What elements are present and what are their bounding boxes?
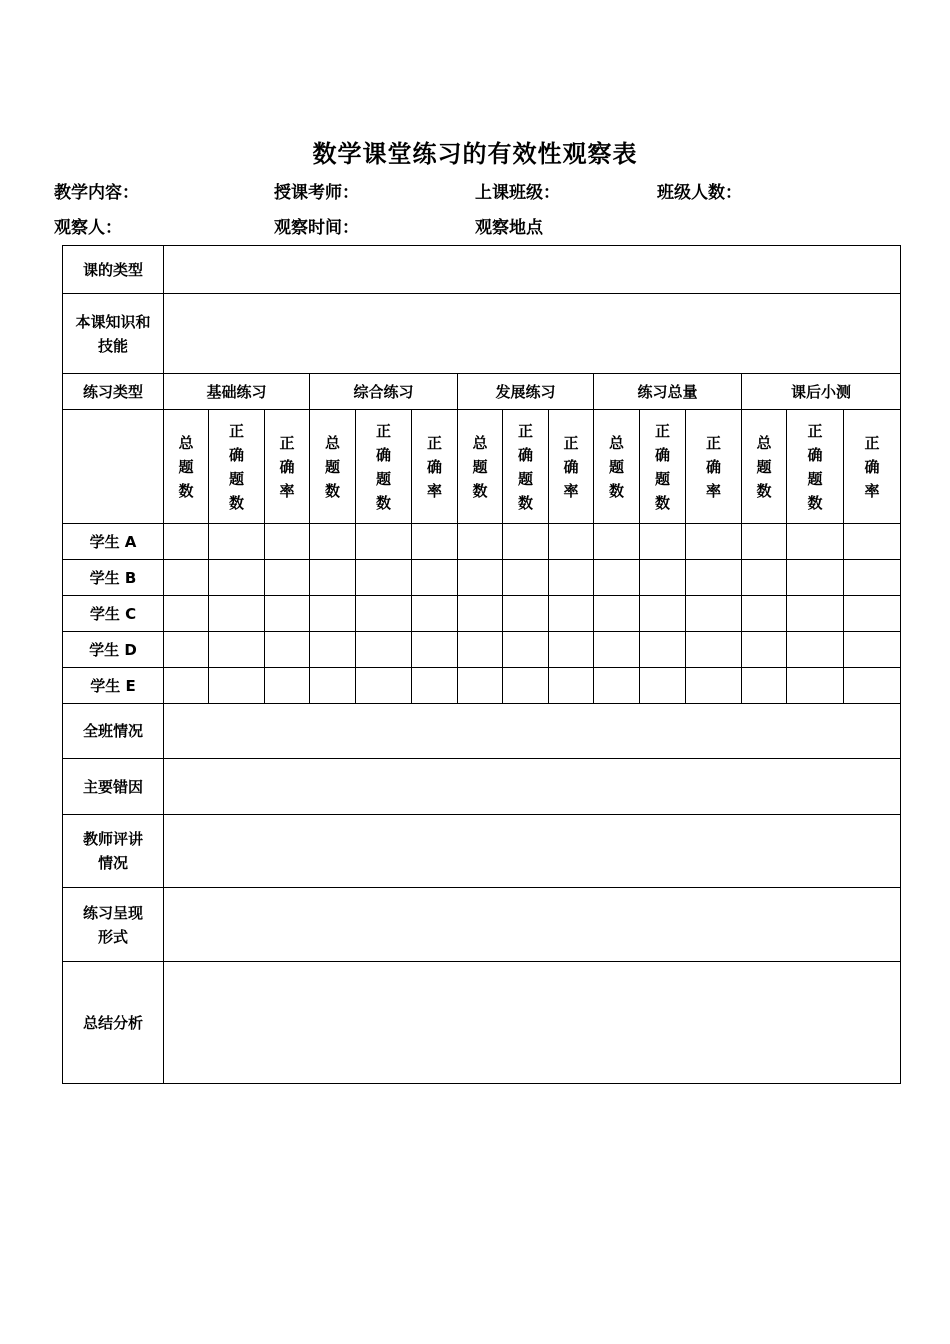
data-cell[interactable] <box>640 560 686 596</box>
data-cell[interactable] <box>686 560 742 596</box>
data-cell[interactable] <box>209 596 265 632</box>
subheader-correct-rate: 正 确 率 <box>412 410 458 524</box>
subheader-correct-questions: 正 确 题 数 <box>640 410 686 524</box>
data-cell[interactable] <box>310 524 356 560</box>
data-cell[interactable] <box>458 596 503 632</box>
presentation-form-line1: 练习呈现 <box>82 903 143 922</box>
knowledge-skills-line2: 技能 <box>97 336 128 355</box>
data-cell[interactable] <box>742 668 787 704</box>
data-cell[interactable] <box>164 560 209 596</box>
data-cell[interactable] <box>742 596 787 632</box>
presentation-form-cell[interactable] <box>164 888 901 962</box>
data-cell[interactable] <box>356 632 412 668</box>
presentation-form-label <box>63 888 164 962</box>
data-cell[interactable] <box>686 668 742 704</box>
data-cell[interactable] <box>412 596 458 632</box>
data-cell[interactable] <box>686 632 742 668</box>
data-cell[interactable] <box>742 524 787 560</box>
teacher-review-line2: 情况 <box>97 854 128 872</box>
summary-cell[interactable] <box>164 962 901 1084</box>
data-cell[interactable] <box>164 524 209 560</box>
data-cell[interactable] <box>164 632 209 668</box>
data-cell[interactable] <box>412 632 458 668</box>
observe-time-label: 观察时间： <box>274 218 359 238</box>
subheader-correct-rate: 正 确 率 <box>265 410 310 524</box>
subheader-correct-questions: 正 确 题 数 <box>503 410 549 524</box>
data-cell[interactable] <box>640 632 686 668</box>
group-total: 练习总量 <box>594 374 742 410</box>
data-cell[interactable] <box>209 668 265 704</box>
student-label: 学生 D <box>63 632 164 668</box>
group-development: 发展练习 <box>458 374 594 410</box>
data-cell[interactable] <box>265 668 310 704</box>
data-cell[interactable] <box>265 560 310 596</box>
data-cell[interactable] <box>209 524 265 560</box>
data-cell[interactable] <box>844 668 901 704</box>
table-row <box>63 668 901 704</box>
subheader-total-questions: 总 题 数 <box>742 410 787 524</box>
subheader-total-questions: 总 题 数 <box>458 410 503 524</box>
data-cell[interactable] <box>549 524 594 560</box>
whole-class-label: 全班情况 <box>63 704 164 759</box>
class-size-label: 班级人数： <box>657 183 742 203</box>
data-cell[interactable] <box>356 560 412 596</box>
observation-table <box>62 245 901 1084</box>
class-label: 上课班级： <box>475 183 560 203</box>
subheader-correct-rate: 正 确 率 <box>844 410 901 524</box>
data-cell[interactable] <box>549 632 594 668</box>
data-cell[interactable] <box>356 524 412 560</box>
data-cell[interactable] <box>412 524 458 560</box>
data-cell[interactable] <box>640 596 686 632</box>
subheader-total-questions: 总 题 数 <box>310 410 356 524</box>
teacher-review-line1: 教师评讲 <box>82 830 143 848</box>
data-cell[interactable] <box>356 596 412 632</box>
data-cell[interactable] <box>265 596 310 632</box>
data-cell[interactable] <box>787 668 844 704</box>
observe-location-label: 观察地点 <box>475 218 543 238</box>
data-cell[interactable] <box>686 524 742 560</box>
summary-label: 总结分析 <box>63 962 164 1084</box>
table-row <box>63 596 901 632</box>
subheader-total-questions: 总 题 数 <box>164 410 209 524</box>
subheader-correct-questions: 正 确 题 数 <box>787 410 844 524</box>
subheader-correct-rate: 正 确 率 <box>686 410 742 524</box>
student-label: 学生 E <box>63 668 164 704</box>
group-comprehensive: 综合练习 <box>310 374 458 410</box>
data-cell[interactable] <box>787 596 844 632</box>
data-cell[interactable] <box>844 524 901 560</box>
knowledge-skills-cell[interactable] <box>164 294 901 374</box>
data-cell[interactable] <box>356 668 412 704</box>
data-cell[interactable] <box>310 560 356 596</box>
data-cell[interactable] <box>549 560 594 596</box>
data-cell[interactable] <box>594 596 640 632</box>
data-cell[interactable] <box>640 668 686 704</box>
data-cell[interactable] <box>549 596 594 632</box>
data-cell[interactable] <box>549 668 594 704</box>
lesson-type-cell[interactable] <box>164 246 901 294</box>
data-cell[interactable] <box>844 596 901 632</box>
data-cell[interactable] <box>594 524 640 560</box>
data-cell[interactable] <box>640 524 686 560</box>
subheader-correct-questions: 正 确 题 数 <box>356 410 412 524</box>
data-cell[interactable] <box>458 560 503 596</box>
teacher-review-cell[interactable] <box>164 815 901 888</box>
data-cell[interactable] <box>458 632 503 668</box>
data-cell[interactable] <box>503 632 549 668</box>
table-row <box>63 632 901 668</box>
knowledge-skills-label <box>63 294 164 374</box>
teacher-label: 授课考师： <box>274 183 359 203</box>
data-cell[interactable] <box>787 632 844 668</box>
data-cell[interactable] <box>310 668 356 704</box>
data-cell[interactable] <box>594 560 640 596</box>
group-after-class-quiz: 课后小测 <box>742 374 901 410</box>
data-cell[interactable] <box>787 524 844 560</box>
data-cell[interactable] <box>844 632 901 668</box>
data-cell[interactable] <box>164 596 209 632</box>
subheader-correct-rate: 正 确 率 <box>549 410 594 524</box>
subheader-empty-cell <box>63 410 164 524</box>
teacher-review-label <box>63 815 164 888</box>
data-cell[interactable] <box>458 524 503 560</box>
data-cell[interactable] <box>458 668 503 704</box>
data-cell[interactable] <box>310 632 356 668</box>
main-errors-cell[interactable] <box>164 759 901 815</box>
data-cell[interactable] <box>412 560 458 596</box>
practice-type-label: 练习类型 <box>63 374 164 410</box>
data-cell[interactable] <box>209 632 265 668</box>
data-cell[interactable] <box>209 560 265 596</box>
data-cell[interactable] <box>594 668 640 704</box>
subheader-correct-questions: 正 确 题 数 <box>209 410 265 524</box>
data-cell[interactable] <box>594 632 640 668</box>
data-cell[interactable] <box>412 668 458 704</box>
student-label: 学生 A <box>63 524 164 560</box>
data-cell[interactable] <box>503 596 549 632</box>
data-cell[interactable] <box>742 560 787 596</box>
data-cell[interactable] <box>503 560 549 596</box>
subheader-total-questions: 总 题 数 <box>594 410 640 524</box>
data-cell[interactable] <box>686 596 742 632</box>
knowledge-skills-line1: 本课知识和 <box>75 312 151 331</box>
whole-class-cell[interactable] <box>164 704 901 759</box>
teaching-content-label: 教学内容： <box>54 183 139 203</box>
lesson-type-label: 课的类型 <box>63 246 164 294</box>
data-cell[interactable] <box>265 632 310 668</box>
table-row <box>63 524 901 560</box>
data-cell[interactable] <box>265 524 310 560</box>
data-cell[interactable] <box>787 560 844 596</box>
student-label: 学生 C <box>63 596 164 632</box>
page-title: 数学课堂练习的有效性观察表 <box>312 140 638 168</box>
data-cell[interactable] <box>164 668 209 704</box>
data-cell[interactable] <box>844 560 901 596</box>
main-errors-label: 主要错因 <box>63 759 164 815</box>
data-cell[interactable] <box>742 632 787 668</box>
table-row <box>63 560 901 596</box>
data-cell[interactable] <box>503 524 549 560</box>
presentation-form-line2: 形式 <box>97 927 128 946</box>
group-basic: 基础练习 <box>164 374 310 410</box>
observer-label: 观察人： <box>54 218 122 238</box>
data-cell[interactable] <box>503 668 549 704</box>
data-cell[interactable] <box>310 596 356 632</box>
student-label: 学生 B <box>63 560 164 596</box>
